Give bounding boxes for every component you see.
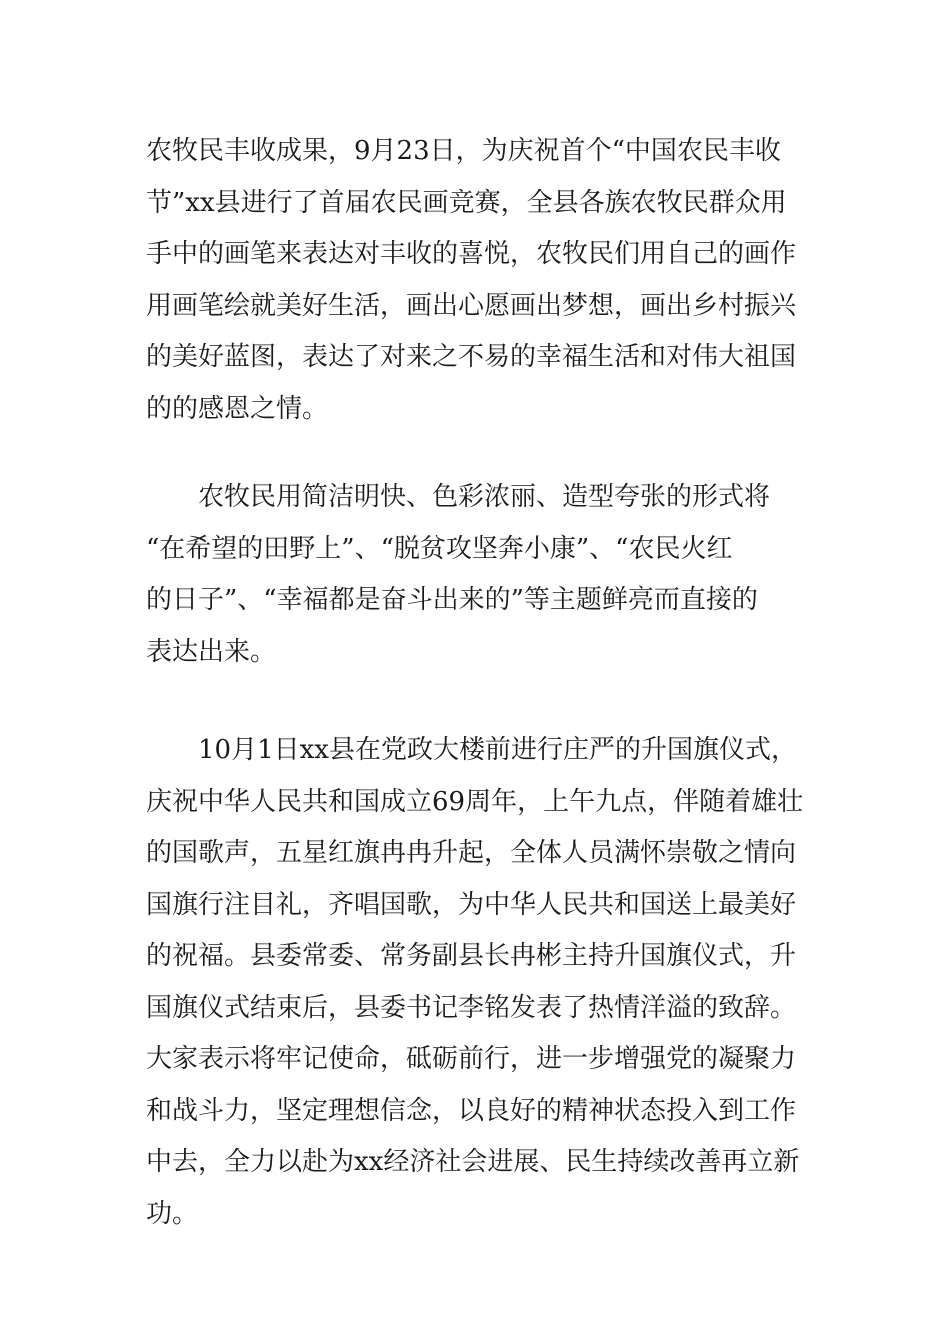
paragraph-harvest-painting [146, 126, 810, 435]
text-line: 10月1日xx县在党政大楼前进行庄严的升国旗仪式， [146, 735, 797, 765]
text-line: 大家表示将牢记使命，砥砺前行，进一步增强党的凝聚力 [146, 1044, 797, 1074]
text-line: 的国歌声，五星红旗冉冉升起，全体人员满怀崇敬之情向 [146, 838, 797, 868]
text-line: 的祝福。县委常委、常务副县长冉彬主持升国旗仪式，升 [146, 941, 797, 971]
text-line: 功。 [146, 1198, 199, 1229]
text-line: 农牧民丰收成果，9月23日，为庆祝首个“中国农民丰收 [146, 136, 781, 166]
text-line: 手中的画笔来表达对丰收的喜悦，农牧民们用自己的画作 [146, 239, 797, 269]
text-line: 国旗仪式结束后，县委书记李铭发表了热情洋溢的致辞。 [146, 992, 797, 1023]
text-line: 庆祝中华人民共和国成立69周年，上午九点，伴随着雄壮 [146, 786, 804, 817]
text-line: 的美好蓝图，表达了对来之不易的幸福生活和对伟大祖国 [146, 342, 797, 372]
text-line: 的日子”、“幸福都是奋斗出来的”等主题鲜亮而直接的 [146, 585, 758, 615]
text-line: 国旗行注目礼，齐唱国歌，为中华人民共和国送上最美好 [146, 889, 797, 920]
text-line: 表达出来。 [146, 636, 277, 667]
text-line: 和战斗力，坚定理想信念，以良好的精神状态投入到工作 [146, 1095, 797, 1126]
text-line: “在希望的田野上”、“脱贫攻坚奔小康”、“农民火红 [146, 533, 733, 564]
text-line: 节”xx县进行了首届农民画竞赛，全县各族农牧民群众用 [146, 187, 787, 218]
text-line: 中去，全力以赴为xx经济社会进展、民生持续改善再立新 [146, 1147, 800, 1177]
text-line: 的的感恩之情。 [146, 393, 329, 424]
text-line: 农牧民用简洁明快、色彩浓丽、造型夸张的形式将 [146, 482, 771, 512]
paragraph-flag-ceremony [146, 725, 810, 1240]
paragraph-painting-themes [146, 472, 810, 678]
text-line: 用画笔绘就美好生活，画出心愿画出梦想，画出乡村振兴 [146, 290, 797, 321]
